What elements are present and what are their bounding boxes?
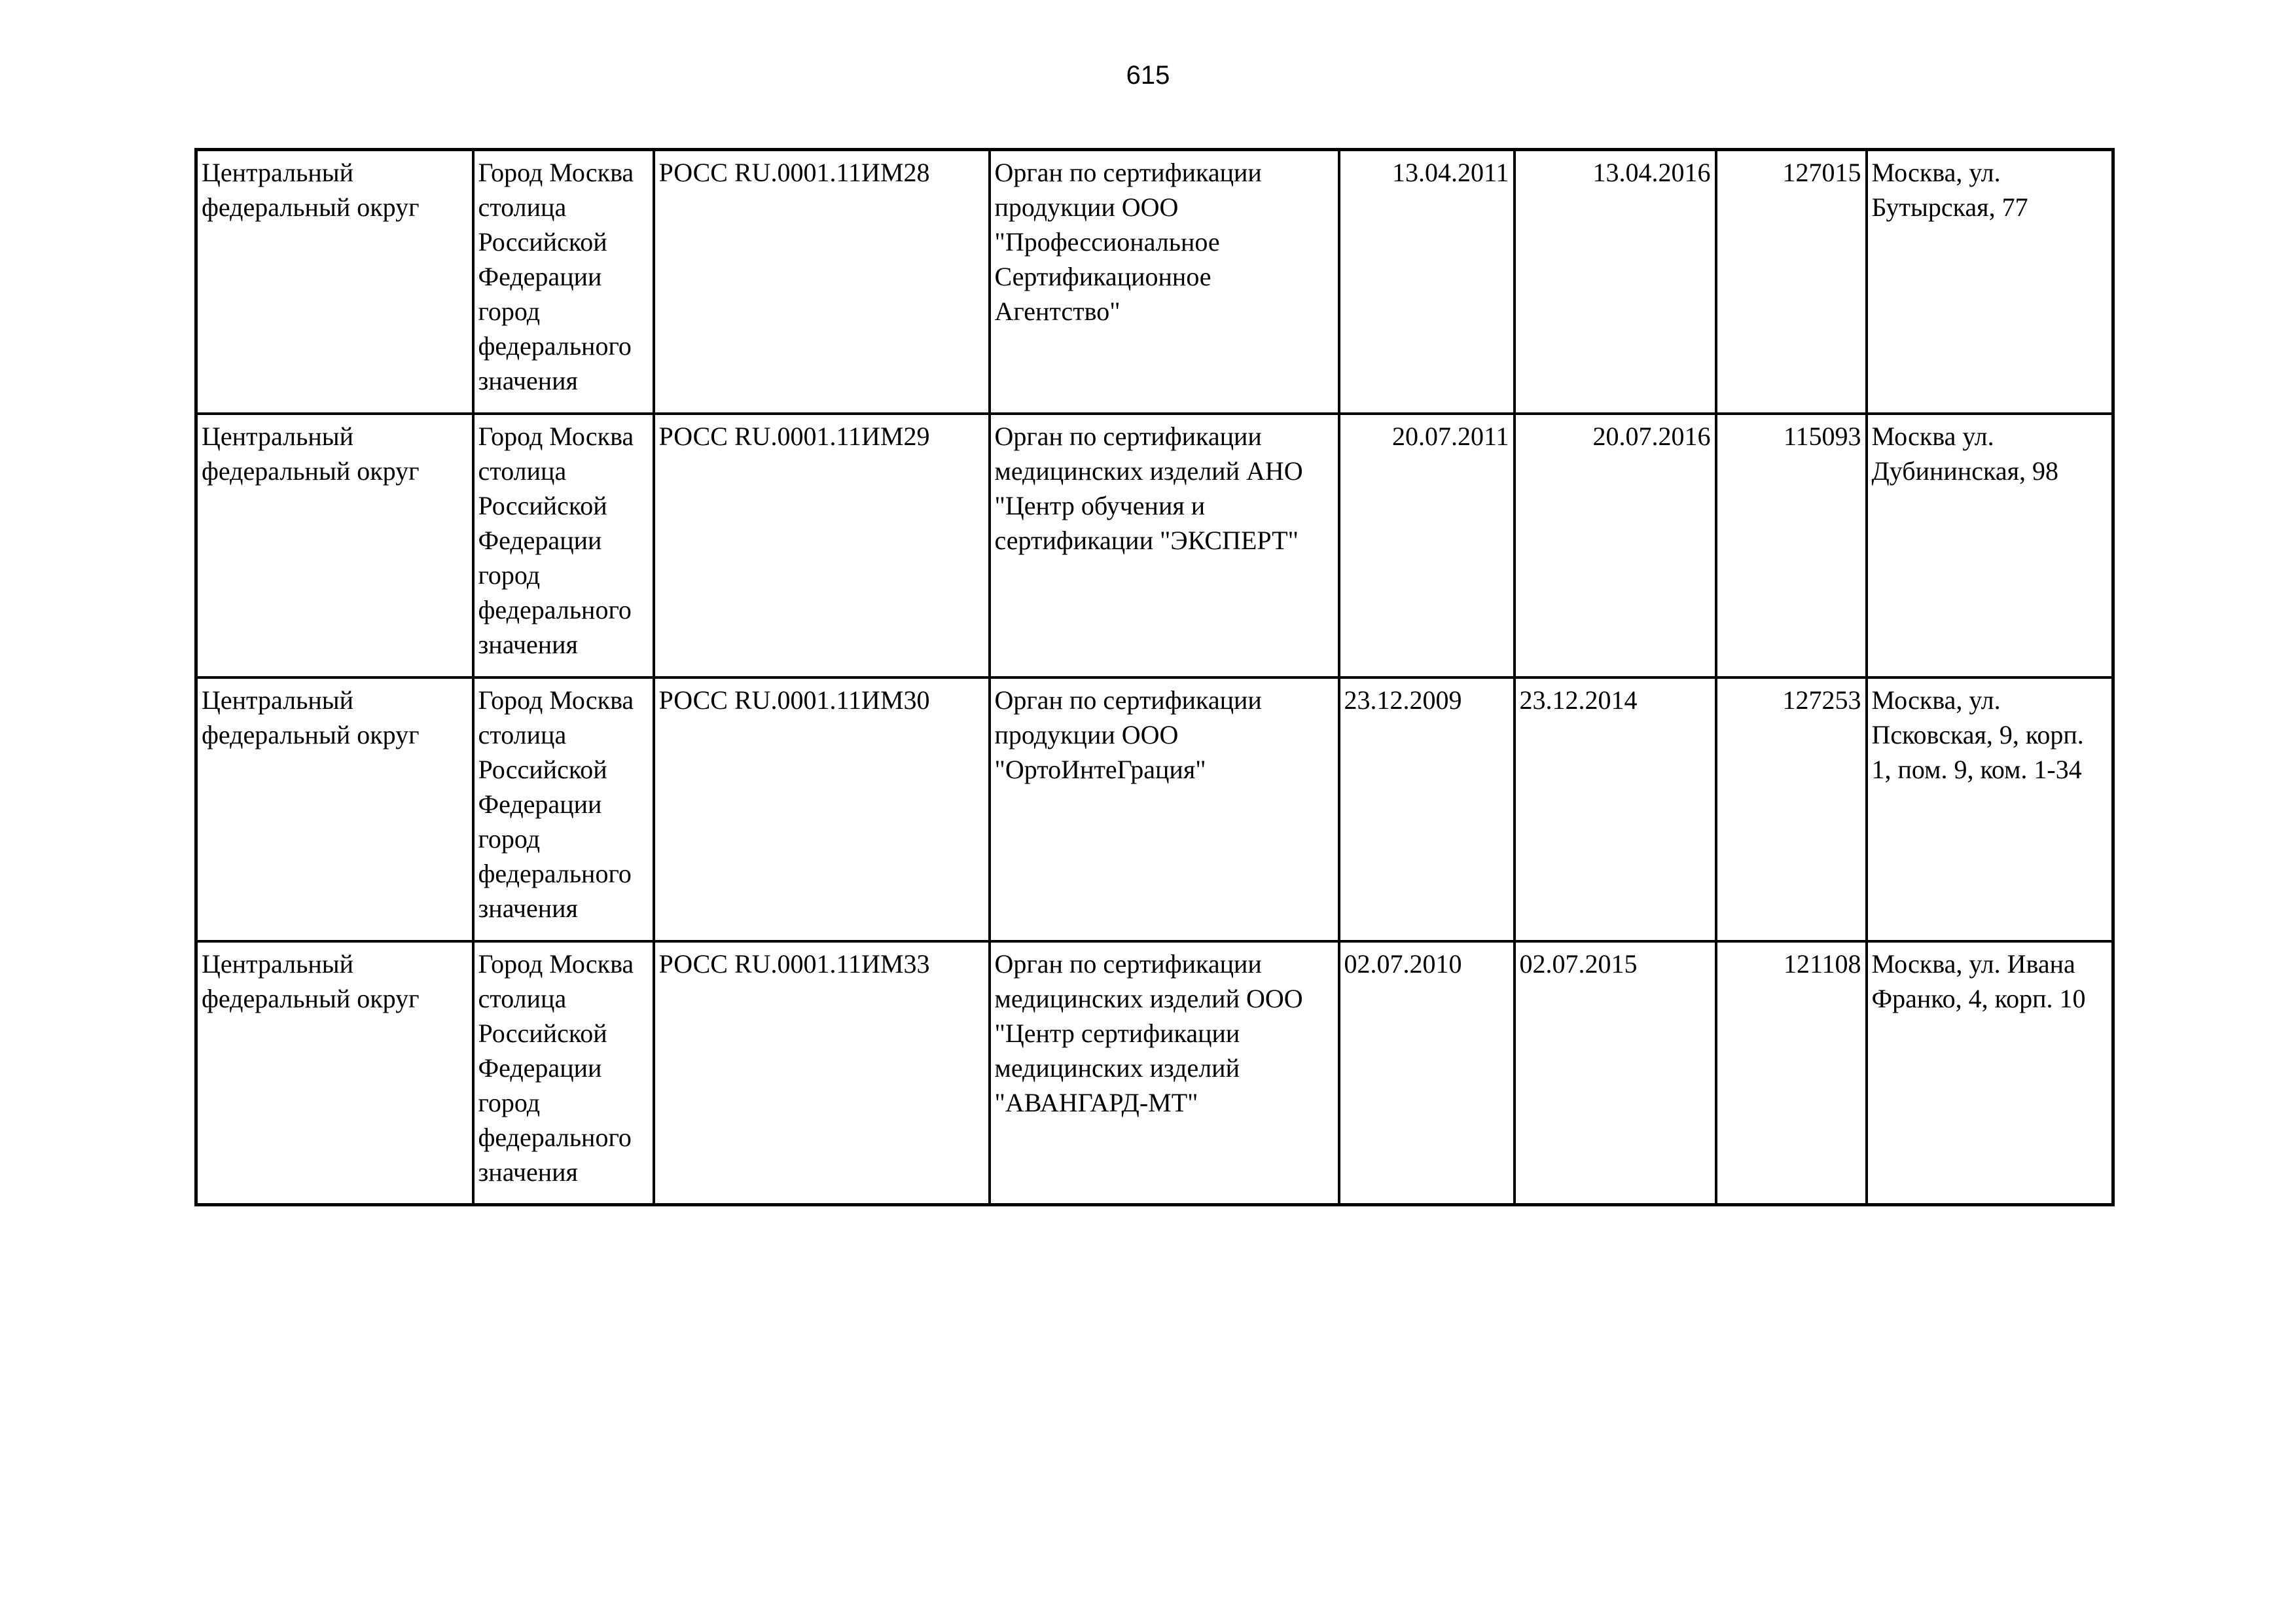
registration-number-cell: РОСС RU.0001.11ИМ29 <box>654 414 990 677</box>
date-end-cell: 13.04.2016 <box>1515 150 1716 414</box>
date-end-cell: 23.12.2014 <box>1515 677 1716 941</box>
region-cell: Город Москва столица Российской Федерации город федерального значения <box>473 414 654 677</box>
address-cell: Москва, ул. Бутырская, 77 <box>1867 150 2113 414</box>
table-row <box>196 150 2113 414</box>
table-row <box>196 414 2113 677</box>
district-cell: Центральный федеральный округ <box>196 677 473 941</box>
postal-code-cell: 115093 <box>1716 414 1867 677</box>
table-row <box>196 941 2113 1205</box>
postal-code-cell: 121108 <box>1716 941 1867 1205</box>
date-start-cell: 23.12.2009 <box>1339 677 1515 941</box>
postal-code-cell: 127253 <box>1716 677 1867 941</box>
table-row <box>196 677 2113 941</box>
page-number: 615 <box>1126 61 1170 90</box>
organization-cell: Орган по сертификации медицинских изделий ООО "Центр сертификации медицинских изделий "АВАНГАРД-МТ" <box>990 941 1339 1205</box>
address-cell: Москва, ул. Псковская, 9, корп. 1, пом. 9, ком. 1-34 <box>1867 677 2113 941</box>
district-cell: Центральный федеральный округ <box>196 941 473 1205</box>
date-end-cell: 02.07.2015 <box>1515 941 1716 1205</box>
organization-cell: Орган по сертификации продукции ООО "Профессиональное Сертификационное Агентство" <box>990 150 1339 414</box>
registration-number-cell: РОСС RU.0001.11ИМ30 <box>654 677 990 941</box>
date-start-cell: 13.04.2011 <box>1339 150 1515 414</box>
date-start-cell: 02.07.2010 <box>1339 941 1515 1205</box>
address-cell: Москва, ул. Ивана Франко, 4, корп. 10 <box>1867 941 2113 1205</box>
region-cell: Город Москва столица Российской Федерации город федерального значения <box>473 150 654 414</box>
date-start-cell: 20.07.2011 <box>1339 414 1515 677</box>
date-end-cell: 20.07.2016 <box>1515 414 1716 677</box>
postal-code-cell: 127015 <box>1716 150 1867 414</box>
district-cell: Центральный федеральный округ <box>196 150 473 414</box>
address-cell: Москва ул. Дубининская, 98 <box>1867 414 2113 677</box>
region-cell: Город Москва столица Российской Федерации город федерального значения <box>473 677 654 941</box>
organization-cell: Орган по сертификации продукции ООО "ОртоИнтеГрация" <box>990 677 1339 941</box>
organization-cell: Орган по сертификации медицинских изделий АНО "Центр обучения и сертификации "ЭКСПЕРТ" <box>990 414 1339 677</box>
registration-number-cell: РОСС RU.0001.11ИМ28 <box>654 150 990 414</box>
registration-number-cell: РОСС RU.0001.11ИМ33 <box>654 941 990 1205</box>
certification-bodies-table <box>194 148 2115 1206</box>
region-cell: Город Москва столица Российской Федерации город федерального значения <box>473 941 654 1205</box>
district-cell: Центральный федеральный округ <box>196 414 473 677</box>
